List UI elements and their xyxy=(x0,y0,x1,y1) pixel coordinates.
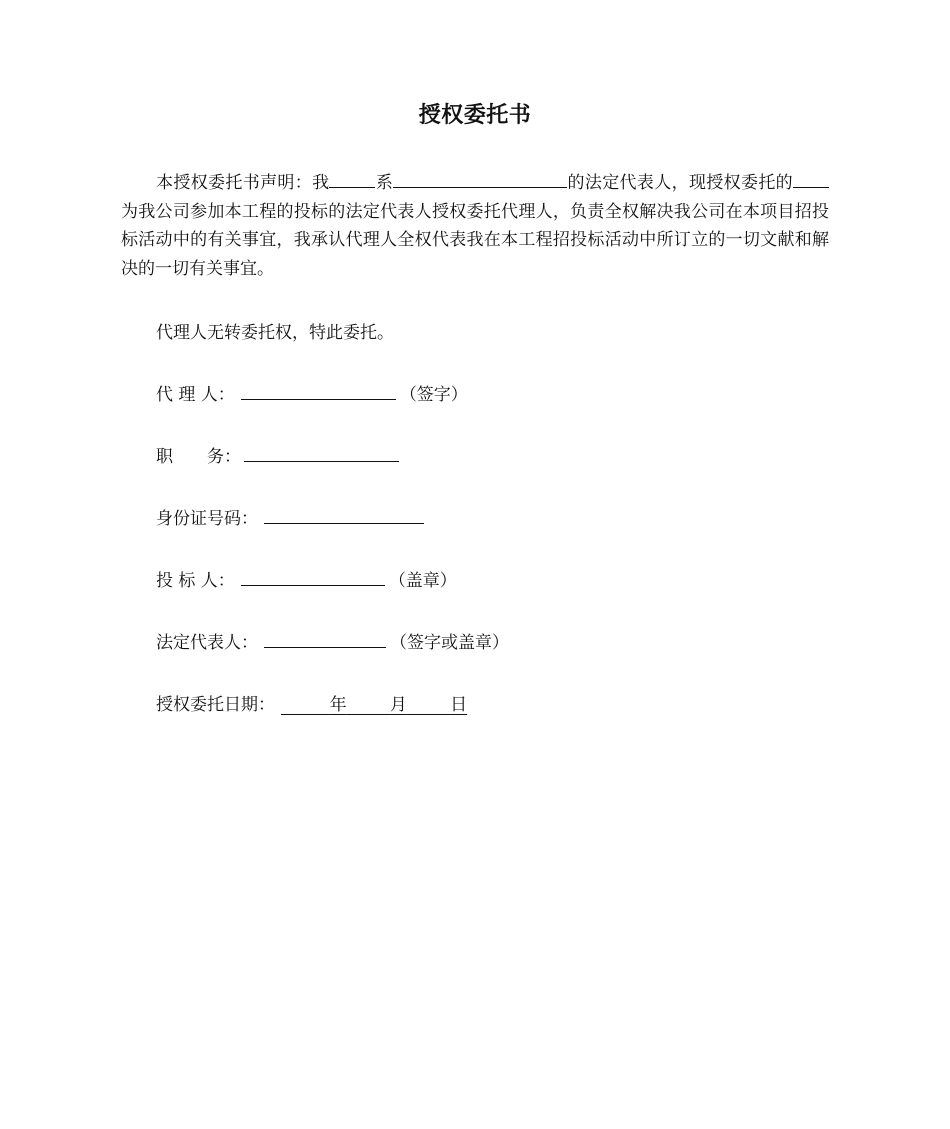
bidder-field xyxy=(156,566,457,591)
agent-label: 代 理 人： xyxy=(156,385,235,405)
statement-text-2: 系 xyxy=(375,173,394,193)
agent-blank[interactable] xyxy=(793,168,829,188)
legal-rep-label: 法定代表人： xyxy=(156,633,258,653)
statement-paragraph xyxy=(121,168,829,283)
position-field xyxy=(156,442,399,467)
company-blank[interactable] xyxy=(393,168,567,188)
legal-rep-field xyxy=(156,628,509,653)
statement-text-1: 本授权委托书声明：我 xyxy=(156,173,330,193)
id-number-label: 身份证号码： xyxy=(156,509,258,529)
no-transfer-line: 代理人无转委托权，特此委托。 xyxy=(156,323,394,343)
agent-note: （签字） xyxy=(399,385,468,405)
statement-text-3: 的法定代表人，现授权委托的 xyxy=(567,173,794,193)
date-month: 月 xyxy=(389,695,407,715)
position-label: 职 务： xyxy=(156,447,241,467)
id-number-blank[interactable] xyxy=(264,505,424,524)
name-blank[interactable] xyxy=(329,168,375,188)
id-number-field xyxy=(156,504,424,529)
legal-rep-blank[interactable] xyxy=(264,629,386,648)
date-day: 日 xyxy=(450,695,468,715)
bidder-note: （盖章） xyxy=(388,571,457,591)
date-field xyxy=(156,690,467,715)
document-title: 授权委托书 xyxy=(418,103,532,128)
bidder-seal-blank[interactable] xyxy=(241,567,385,586)
statement-text-4: 为我公司参加本工程的投标的法定代表人授权委托代理人，负责全权解决我公司在本项目招投标活动中的有关事宜，我承认代理人全权代表我在本工程招投标活动中所订立的一切文献和解决的一切有关事宜。 xyxy=(121,201,829,279)
agent-field xyxy=(156,380,468,405)
date-label: 授权委托日期： xyxy=(156,695,275,715)
bidder-label: 投 标 人： xyxy=(156,571,235,591)
legal-rep-note: （签字或盖章） xyxy=(390,633,509,653)
date-year: 年 xyxy=(329,695,347,715)
agent-signature-blank[interactable] xyxy=(241,381,396,400)
date-blank[interactable] xyxy=(281,690,467,715)
position-blank[interactable] xyxy=(244,443,399,462)
